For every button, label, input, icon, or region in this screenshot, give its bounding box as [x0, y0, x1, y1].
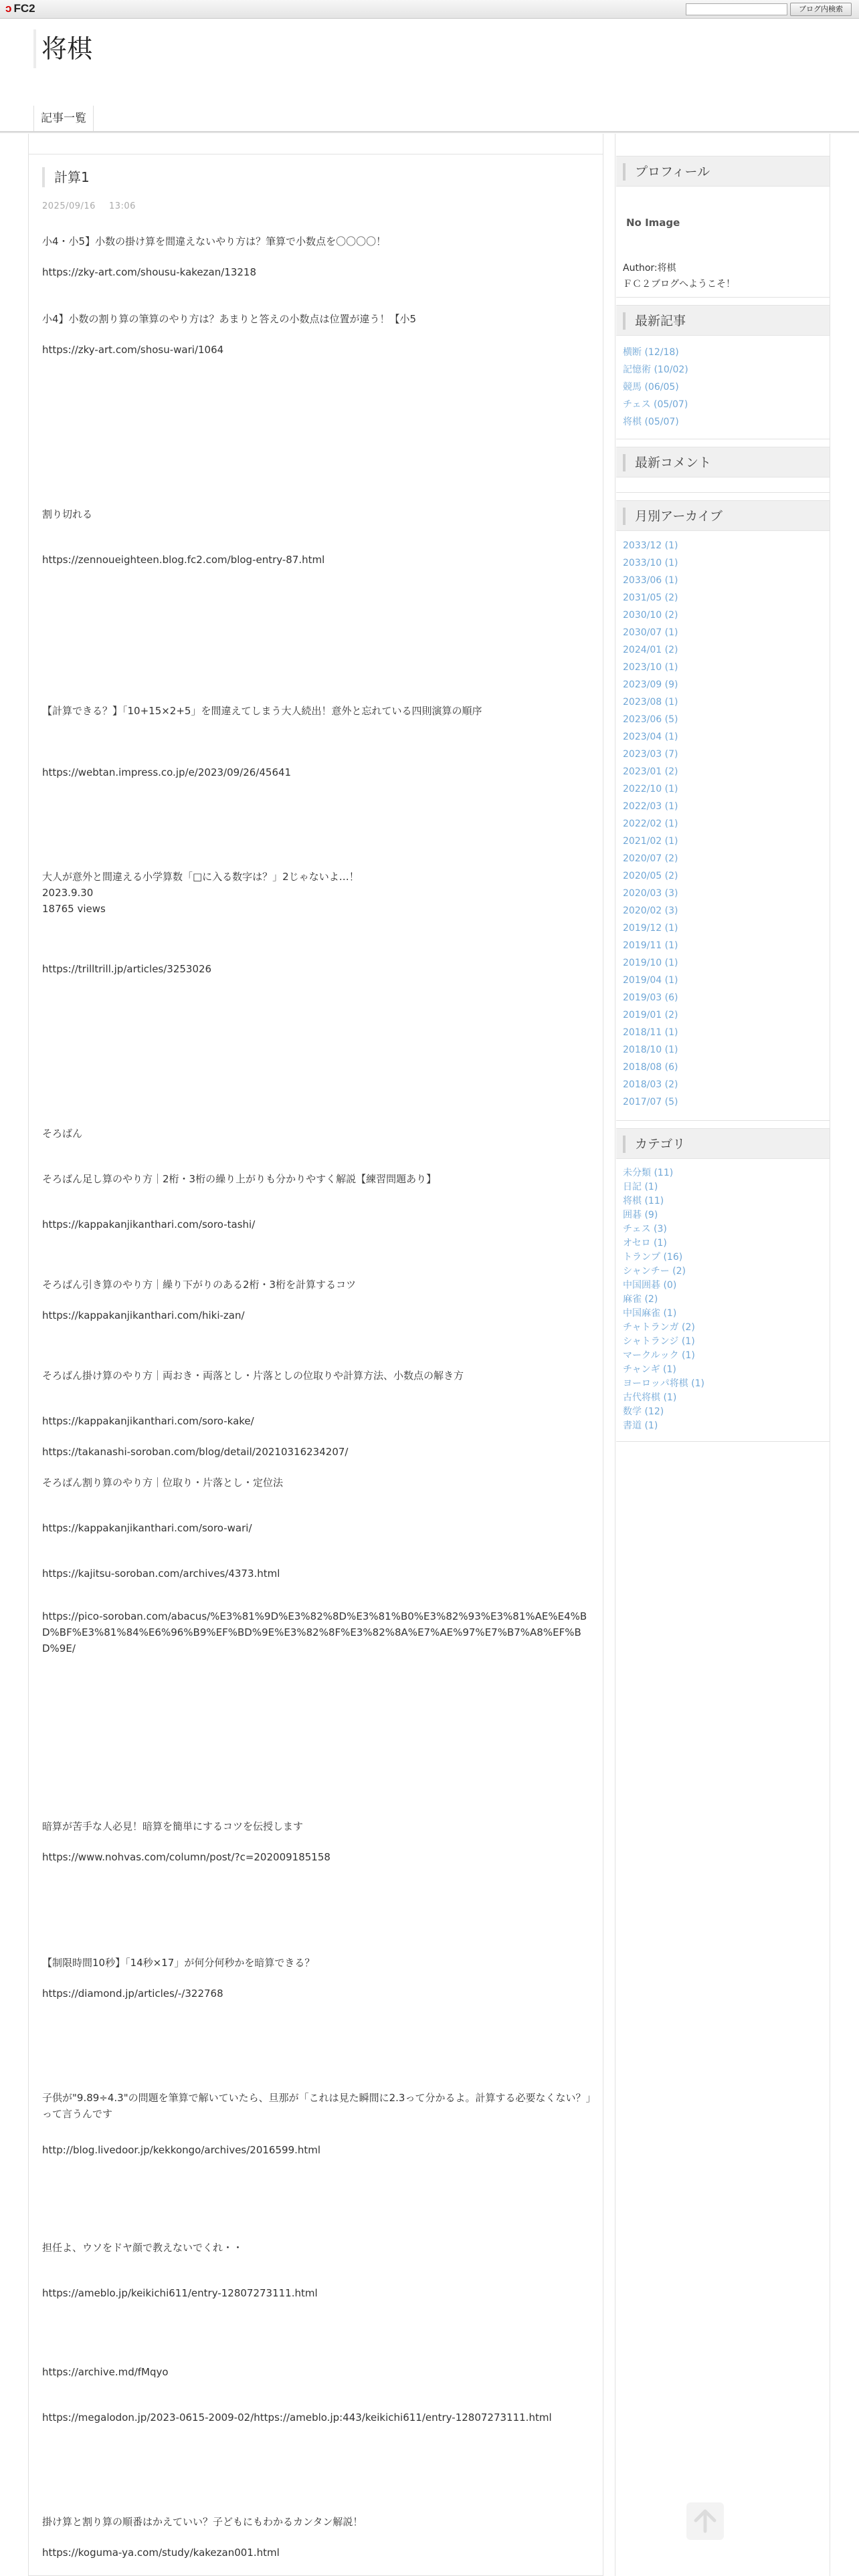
- category-link[interactable]: オセロ (1): [623, 1238, 667, 1249]
- archive-link[interactable]: 2020/03 (3): [623, 888, 678, 899]
- category-link[interactable]: 未分類 (11): [623, 1168, 674, 1178]
- archive-link[interactable]: 2019/04 (1): [623, 975, 678, 986]
- category-link[interactable]: 数学 (12): [623, 1406, 664, 1417]
- blog-title[interactable]: 将棋: [33, 29, 92, 68]
- archive-link[interactable]: 2023/09 (9): [623, 679, 678, 690]
- category-link[interactable]: シャトランジ (1): [623, 1336, 695, 1347]
- entry-text: そろばん引き算のやり方｜繰り下がりのある2桁・3桁を計算するコツ: [42, 1279, 357, 1291]
- main-column: [28, 134, 603, 2576]
- entry-title[interactable]: 計算1: [42, 167, 90, 187]
- category-link[interactable]: 日記 (1): [623, 1182, 658, 1192]
- entry-text: 小4・小5】小数の掛け算を間違えないやり方は？筆算で小数点を〇〇〇〇！: [42, 235, 387, 247]
- category-link[interactable]: チェス (3): [623, 1224, 667, 1235]
- entry-text: 【制限時間10秒】「14秒×17」が何分何秒かを暗算できる？: [42, 1957, 315, 1969]
- back-to-top-button[interactable]: [686, 2502, 724, 2540]
- archive-link[interactable]: 2018/08 (6): [623, 1062, 678, 1073]
- nav-divider: [0, 131, 859, 133]
- section-divider: [616, 1120, 830, 1121]
- archive-link[interactable]: 2018/10 (1): [623, 1045, 678, 1055]
- category-link[interactable]: マークルック (1): [623, 1350, 695, 1361]
- archives-title: 月別アーカイブ: [623, 508, 723, 525]
- recent-comments-title: 最新コメント: [623, 454, 711, 471]
- archive-link[interactable]: 2033/06 (1): [623, 575, 678, 586]
- archive-link[interactable]: 2022/02 (1): [623, 819, 678, 829]
- recent-comments-section-title: [616, 447, 830, 477]
- entry-date: [42, 201, 149, 211]
- category-link[interactable]: 麻雀 (2): [623, 1294, 658, 1305]
- profile-no-image: No Image: [626, 217, 680, 229]
- entry-link: https://koguma-ya.com/study/kakezan001.html: [42, 2547, 280, 2559]
- entry-link: https://ameblo.jp/keikichi611/entry-12807273111.html: [42, 2287, 318, 2299]
- blog-search-input[interactable]: [686, 3, 787, 15]
- category-link[interactable]: 囲碁 (9): [623, 1210, 658, 1220]
- recent-entry-link[interactable]: 記憶術 (10/02): [623, 364, 688, 375]
- category-link[interactable]: トランプ (16): [623, 1252, 683, 1263]
- entry-text: 大人が意外と間違える小学算数「□に入る数字は？」2じゃないよ…！ 2023.9.30 18765 views: [42, 871, 359, 915]
- profile-section-title: [616, 156, 830, 187]
- entry-text: 割り切れる: [42, 508, 93, 520]
- entry-text: 担任よ、ウソをドヤ顔で教えないでくれ・・: [42, 2242, 244, 2254]
- recent-entry-link[interactable]: 横断 (12/18): [623, 347, 679, 358]
- archive-link[interactable]: 2021/02 (1): [623, 836, 678, 847]
- entry-link: https://megalodon.jp/2023-0615-2009-02/https://ameblo.jp:443/keikichi611/entry-12807273111.html: [42, 2411, 552, 2424]
- entry-link: https://zennoueighteen.blog.fc2.com/blog-entry-87.html: [42, 554, 325, 566]
- archive-link[interactable]: 2019/01 (2): [623, 1010, 678, 1021]
- category-link[interactable]: 古代将棋 (1): [623, 1392, 677, 1403]
- up-arrow-icon: [693, 2508, 717, 2534]
- entry-link: https://kappakanjikanthari.com/soro-wari/: [42, 1522, 252, 1534]
- entry-link: https://kappakanjikanthari.com/soro-kake/: [42, 1415, 254, 1427]
- recent-entry-link[interactable]: チェス (05/07): [623, 399, 688, 410]
- section-divider: [616, 492, 830, 493]
- archive-link[interactable]: 2019/12 (1): [623, 923, 678, 934]
- archive-link[interactable]: 2030/10 (2): [623, 610, 678, 621]
- entry-text: 子供が"9.89÷4.3"の問題を筆算で解いていたら、旦那が「これは見た瞬間に2.3って分かるよ。計算する必要なくない？」って言うんです: [42, 2092, 591, 2120]
- archives-list: [623, 537, 824, 1111]
- entry-date-time: 13:06: [108, 201, 136, 211]
- archive-link[interactable]: 2017/07 (5): [623, 1097, 678, 1107]
- archive-link[interactable]: 2019/10 (1): [623, 958, 678, 968]
- archive-link[interactable]: 2022/10 (1): [623, 784, 678, 794]
- category-link[interactable]: 将棋 (11): [623, 1196, 664, 1206]
- profile-author: Author:将棋: [623, 263, 676, 274]
- category-link[interactable]: シャンチー (2): [623, 1266, 686, 1277]
- categories-list: [623, 1166, 824, 1433]
- profile-title: プロフィール: [623, 163, 710, 181]
- entry-text: そろばん: [42, 1128, 83, 1140]
- category-link[interactable]: チャンギ (1): [623, 1364, 676, 1375]
- entry-text: そろばん割り算のやり方｜位取り・片落とし・定位法: [42, 1477, 284, 1489]
- entry-link: https://diamond.jp/articles/-/322768: [42, 1988, 223, 2000]
- archives-section-title: [616, 500, 830, 531]
- entry-text: そろばん掛け算のやり方｜両おき・両落とし・片落としの位取りや計算方法、小数点の解き方: [42, 1370, 464, 1382]
- archive-link[interactable]: 2023/08 (1): [623, 697, 678, 708]
- section-divider: [616, 297, 830, 298]
- entry-text: 掛け算と割り算の順番はかえていい？子どもにもわかるカンタン解説！: [42, 2516, 363, 2528]
- entry-text: そろばん足し算のやり方｜2桁・3桁の繰り上がりも分かりやすく解説【練習問題あり】: [42, 1173, 437, 1185]
- entry-text: 暗算が苦手な人必見！暗算を簡単にするコツを伝授します: [42, 1820, 304, 1832]
- archive-link[interactable]: 2023/10 (1): [623, 662, 678, 673]
- recent-entry-link[interactable]: 将棋 (05/07): [623, 417, 679, 427]
- entry-link: https://kajitsu-soroban.com/archives/4373.html: [42, 1568, 280, 1580]
- categories-title: カテゴリ: [623, 1136, 685, 1153]
- categories-section-title: [616, 1128, 830, 1159]
- archive-link[interactable]: 2018/11 (1): [623, 1027, 678, 1038]
- profile-message: ＦＣ２ブログへようこそ！: [623, 279, 735, 290]
- archive-link[interactable]: 2023/06 (5): [623, 714, 678, 725]
- recent-entries-section-title: [616, 305, 830, 336]
- fc2-logo-text: FC2: [13, 2, 35, 15]
- entry-text: 【計算できる？】「10+15×2+5」を間違えてしまう大人続出！意外と忘れている四則演算の順序: [42, 705, 482, 717]
- recent-entries-list: [623, 344, 824, 431]
- archive-link[interactable]: 2019/03 (6): [623, 992, 678, 1003]
- archive-link[interactable]: 2033/10 (1): [623, 558, 678, 568]
- archive-link[interactable]: 2020/02 (3): [623, 905, 678, 916]
- fc2-logo-icon: ↄ: [5, 2, 12, 15]
- entry-link: https://kappakanjikanthari.com/hiki-zan/: [42, 1309, 245, 1321]
- archive-link[interactable]: 2031/05 (2): [623, 593, 678, 603]
- nav-link-entry-list[interactable]: 記事一覧: [33, 106, 94, 131]
- blog-search-button[interactable]: ブログ内検索: [790, 3, 852, 16]
- archive-link[interactable]: 2020/05 (2): [623, 871, 678, 881]
- entry-link: http://blog.livedoor.jp/kekkongo/archives/2016599.html: [42, 2144, 321, 2156]
- category-link[interactable]: 書道 (1): [623, 1420, 658, 1431]
- entry-link: https://zky-art.com/shousu-kakezan/13218: [42, 266, 256, 278]
- entry-link: https://takanashi-soroban.com/blog/detail/20210316234207/: [42, 1446, 349, 1458]
- fc2-logo[interactable]: [5, 2, 35, 15]
- archive-link[interactable]: 2023/03 (7): [623, 749, 678, 760]
- entry-date-day: 2025/09/16: [42, 201, 96, 211]
- entry-link: https://archive.md/fMqyo: [42, 2366, 169, 2378]
- archive-link[interactable]: 2020/07 (2): [623, 853, 678, 864]
- archive-link[interactable]: 2018/03 (2): [623, 1079, 678, 1090]
- category-link[interactable]: チャトランガ (2): [623, 1322, 695, 1333]
- archive-link[interactable]: 2023/04 (1): [623, 732, 678, 742]
- profile-text: [623, 260, 735, 292]
- archive-link[interactable]: 2022/03 (1): [623, 801, 678, 812]
- archive-link[interactable]: 2033/12 (1): [623, 540, 678, 551]
- archive-link[interactable]: 2030/07 (1): [623, 627, 678, 638]
- entry-link: https://www.nohvas.com/column/post/?c=202009185158: [42, 1851, 330, 1863]
- archive-link[interactable]: 2019/11 (1): [623, 940, 678, 951]
- entry-link: https://webtan.impress.co.jp/e/2023/09/26/45641: [42, 766, 292, 778]
- entry-link: https://trilltrill.jp/articles/3253026: [42, 963, 212, 975]
- category-link[interactable]: ヨーロッパ将棋 (1): [623, 1378, 705, 1389]
- entry-text: 小4】小数の割り算の筆算のやり方は？あまりと答えの小数点は位置が違う！【小5: [42, 313, 417, 325]
- archive-link[interactable]: 2023/01 (2): [623, 766, 678, 777]
- archive-link[interactable]: 2024/01 (2): [623, 645, 678, 655]
- sidebar: [615, 134, 830, 2576]
- category-link[interactable]: 中国囲碁 (0): [623, 1280, 677, 1291]
- fc2-toolbar: [0, 0, 859, 19]
- recent-entries-title: 最新記事: [623, 312, 686, 330]
- entry-link: https://zky-art.com/shosu-wari/1064: [42, 344, 224, 356]
- entry-link: https://kappakanjikanthari.com/soro-tashi/: [42, 1218, 256, 1230]
- entry-link: https://pico-soroban.com/abacus/%E3%81%9D%E3%82%8D%E3%81%B0%E3%82%93%E3%81%AE%E4%BD%BF%E3%81%84%E6%96%B9%EF%BD%9E%E3%82%8F%E3%82%8A%E7%AE%97%E7%B7%A8%EF%BD%9E/: [42, 1610, 587, 1654]
- category-link[interactable]: 中国麻雀 (1): [623, 1308, 677, 1319]
- recent-entry-link[interactable]: 競馬 (06/05): [623, 382, 679, 393]
- section-divider: [616, 1441, 830, 1442]
